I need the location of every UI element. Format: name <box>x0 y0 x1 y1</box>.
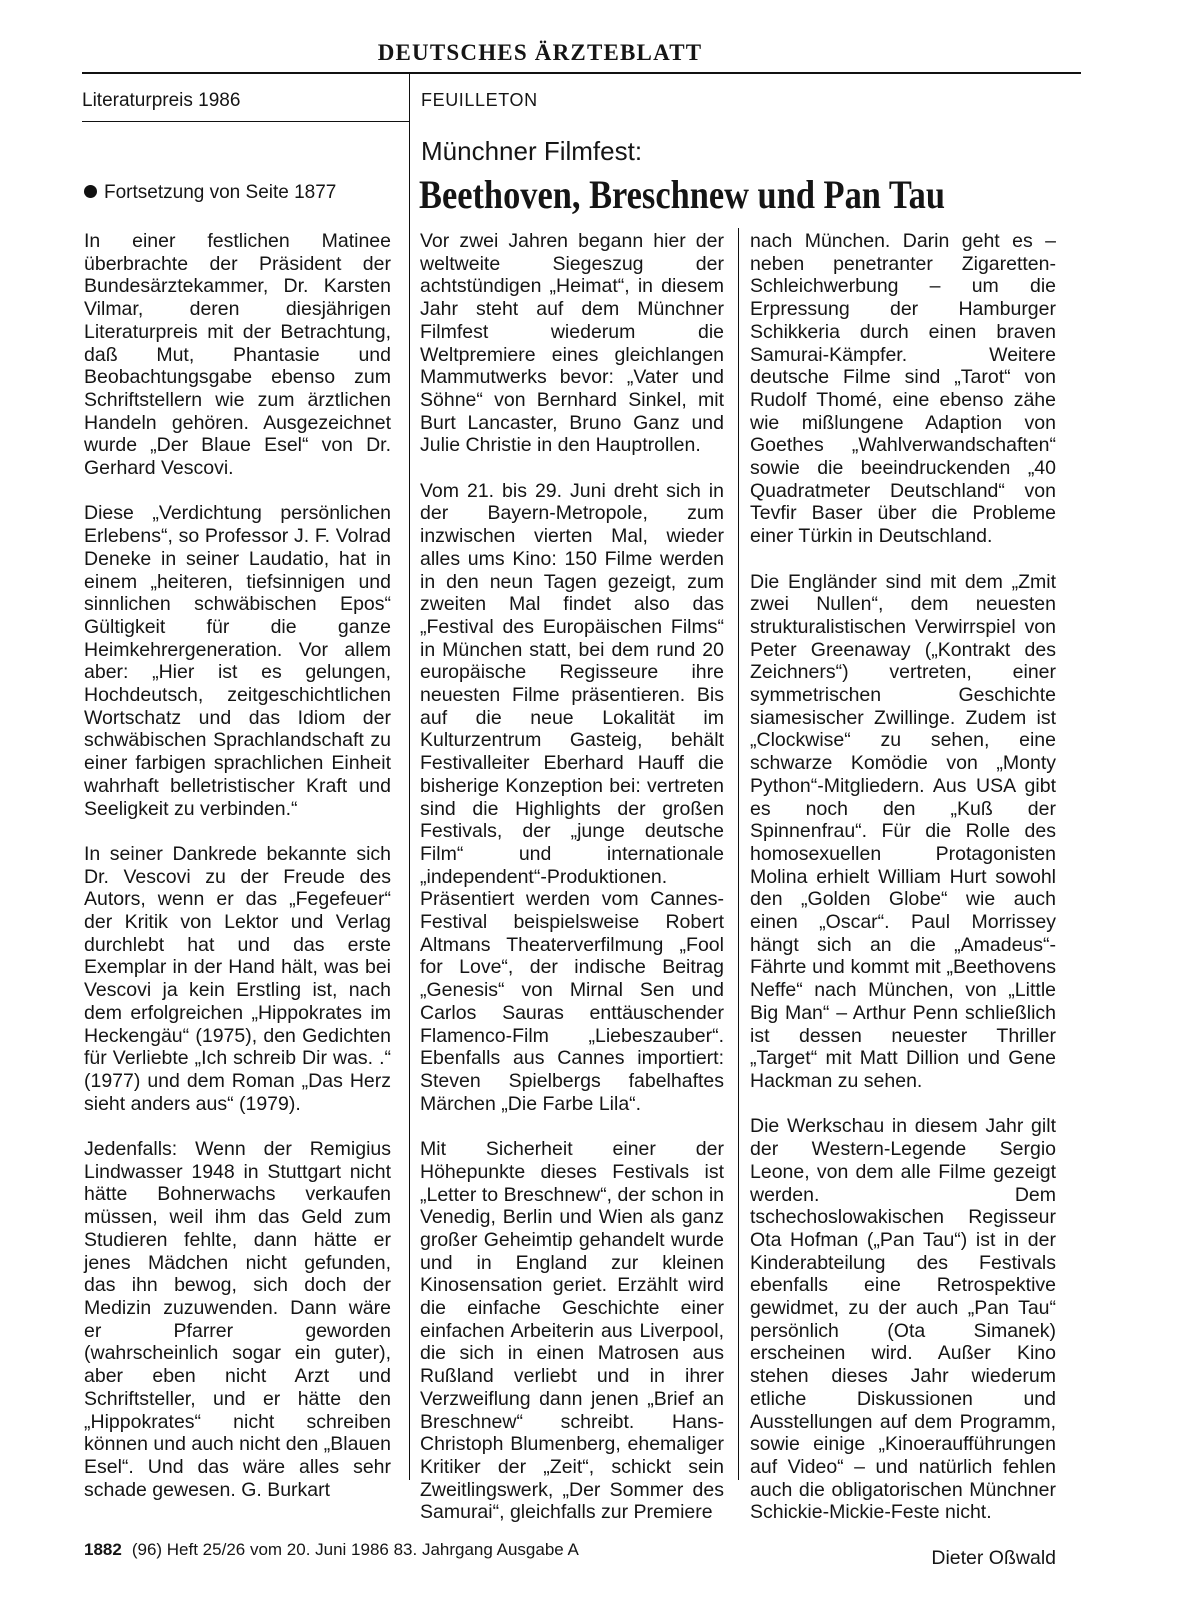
paragraph: In einer festlichen Matinee überbrachte der Präsident der Bundesärztekammer, Dr. Karsten Vilmar, deren diesjährigen Literaturpreis mit der Betrachtung, daß Mut, Phantasie und Beobachtungsgabe ebenso zum Schriftstellern wie zum ärztlichen Handeln gehören. Ausgezeichnet wurde „Der Blaue Esel“ von Dr. Gerhard Vescovi. <box>84 230 391 480</box>
paragraph: Mit Sicherheit einer der Höhepunkte dieses Festivals ist „Letter to Breschnew“, der schon in Venedig, Berlin und Wien als ganz großer Geheimtip gehandelt wurde und in England zur kleinen Kinosensation geriet. Erzählt wird die einfache Geschichte einer einfachen Arbeiterin aus Liverpool, die sich in einen Matrosen aus Rußland verliebt und in ihrer Verzweiflung dann jenen „Brief an Breschnew“ schreibt. Hans-Christoph Blumenberg, ehemaliger Kritiker der „Zeit“, schickt sein Zweitlingswerk, „Der Sommer des Samurai“, gleichfalls zur Premiere <box>420 1138 724 1524</box>
left-column <box>84 230 391 1501</box>
section-label-right: FEUILLETON <box>421 90 538 110</box>
paragraph: Die Werkschau in diesem Jahr gilt der Western-Legende Sergio Leone, von dem alle Filme gezeigt werden. Dem tschechoslowakischen Regisseur Ota Hofman („Pan Tau“) ist in der Kinderabteilung des Festivals ebenfalls eine Retrospektive gewidmet, zu der auch „Pan Tau“ persönlich (Ota Simanek) erscheinen wird. Außer Kino stehen dieses Jahr wiederum etliche Diskussionen und Ausstellungen auf dem Programm, sowie einige „Kinoeraufführungen auf Video“ – und natürlich fehlen auch die obligatorischen Münchner Schickie-Mickie-Feste nicht. <box>750 1115 1056 1524</box>
middle-column <box>420 230 724 1524</box>
issue-info: (96) Heft 25/26 vom 20. Juni 1986 83. Jahrgang Ausgabe A <box>131 1540 579 1559</box>
continuation-note <box>84 182 336 204</box>
paragraph: In seiner Dankrede bekannte sich Dr. Vescovi zu der Freude des Autors, wenn er das „Fegefeuer“ der Kritik von Lektor und Verlag durchlebt hat und das erste Exemplar in der Hand hält, was bei Vescovi ja kein Erstling ist, nach dem erfolgreichen „Hippokrates im Heckengäu“ (1975), den Gedichten für Verliebte „Ich schreib Dir was. .“ (1977) und dem Roman „Das Herz sieht anders aus“ (1979). <box>84 842 391 1115</box>
section-label-left: Literaturpreis 1986 <box>82 90 241 111</box>
page-footer <box>84 1540 579 1560</box>
paragraph: Vom 21. bis 29. Juni dreht sich in der Bayern-Metropole, zum inzwischen vierten Mal, wieder alles ums Kino: 150 Filme werden in den neun Tagen gezeigt, zum zweiten Mal findet also das „Festival des Europäischen Films“ in München statt, bei dem rund 20 europäische Regisseure ihre neuesten Filme präsentieren. Bis auf die neue Lokalität im Kulturzentrum Gasteig, behält Festivalleiter Eberhard Hauff die bisherige Konzeption bei: vertreten sind die Highlights der großen Festivals, der „junge deutsche Film“ und internationale „independent“-Produktionen. Präsentiert werden vom Cannes-Festival beispielsweise Robert Altmans Theaterverfilmung „Fool for Love“, der indische Beitrag „Genesis“ von Mirnal Sen und Carlos Sauras enttäuschender Flamenco-Film „Liebeszauber“. Ebenfalls aus Cannes importiert: Steven Spielbergs fabelhaftes Märchen „Die Farbe Lila“. <box>420 479 724 1115</box>
bullet-icon <box>84 185 97 198</box>
author-signature: Dieter Oßwald <box>931 1546 1056 1569</box>
header-rule <box>82 72 1081 74</box>
article-kicker: Münchner Filmfest: <box>421 136 643 166</box>
left-section-rule <box>82 121 409 122</box>
paragraph: Die Engländer sind mit dem „Zmit zwei Nullen“, dem neuesten strukturalistischen Verwirrspiel von Peter Greenaway („Kontrakt des Zeichners“) vertreten, einer symmetrischen Geschichte siamesischer Zwillinge. Zudem ist „Clockwise“ zu sehen, eine schwarze Komödie von „Monty Python“-Mitgliedern. Aus USA gibt es noch den „Kuß der Spinnenfrau“. Für die Rolle des homosexuellen Protagonisten Molina erhielt William Hurt sowohl den „Golden Globe“ wie auch einen „Oscar“. Paul Morrissey hängt sich an die „Amadeus“-Fährte und kommt mit „Beethovens Neffe“ nach München, von „Little Big Man“ – Arthur Penn schließlich ist dessen neuester Thriller „Target“ mit Matt Dillion und Gene Hackman zu sehen. <box>750 570 1056 1092</box>
paragraph: Vor zwei Jahren begann hier der weltweite Siegeszug der achtstündigen „Heimat“, in diesem Jahr steht auf dem Münchner Filmfest wiederum die Weltpremiere eines gleichlangen Mammutwerks bevor: „Vater und Söhne“ von Bernhard Sinkel, mit Burt Lancaster, Bruno Ganz und Julie Christie in den Hauptrollen. <box>420 230 724 457</box>
masthead: DEUTSCHES ÄRZTEBLATT <box>377 40 703 65</box>
right-column <box>750 230 1056 1569</box>
continuation-text: Fortsetzung von Seite 1877 <box>104 182 337 203</box>
paragraph: Diese „Verdichtung persönlichen Erlebens“, so Professor J. F. Volrad Deneke in seiner Laudatio, hat in einem „heiteren, tiefsinnigen und sinnlichen schwäbischen Epos“ Gültigkeit für die ganze Heimkehrergeneration. Vor allem aber: „Hier ist es gelungen, Hochdeutsch, zeitgeschichtlichen Wortschatz und das Idiom der schwäbischen Sprachlandschaft zu einer farbigen sprachlichen Einheit wahrhaft belletristischer Kraft und Seeligkeit zu verbinden.“ <box>84 502 391 820</box>
column-divider-right <box>738 228 739 1480</box>
column-divider-left <box>409 74 410 1480</box>
article-headline: Beethoven, Breschnew und Pan Tau <box>419 172 945 217</box>
page-number: 1882 <box>84 1540 122 1559</box>
paragraph: nach München. Darin geht es – neben penetranter Zigaretten-Schleichwerbung – um die Erpressung der Hamburger Schikkeria durch einen braven Samurai-Kämpfer. Weitere deutsche Filme sind „Tarot“ von Rudolf Thomé, eine ebenso zähe wie mißlungene Adaption von Goethes „Wahlverwandschaften“ sowie die beeindruckenden „40 Quadratmeter Deutschland“ von Tevfir Baser über die Probleme einer Türkin in Deutschland. <box>750 230 1056 548</box>
paragraph: Jedenfalls: Wenn der Remigius Lindwasser 1948 in Stuttgart nicht hätte Bohnerwachs verkaufen müssen, weil ihm das Geld zum Studieren fehlte, dann hätte er jenes Mädchen nicht gefunden, das ihn bewog, sich doch der Medizin zuzuwenden. Dann wäre er Pfarrer geworden (wahrscheinlich sogar ein guter), aber eben nicht Arzt und Schriftsteller, und er hätte den „Hippokrates“ nicht schreiben können und auch nicht den „Blauen Esel“. Und das wäre alles sehr schade gewesen. G. Burkart <box>84 1138 391 1501</box>
